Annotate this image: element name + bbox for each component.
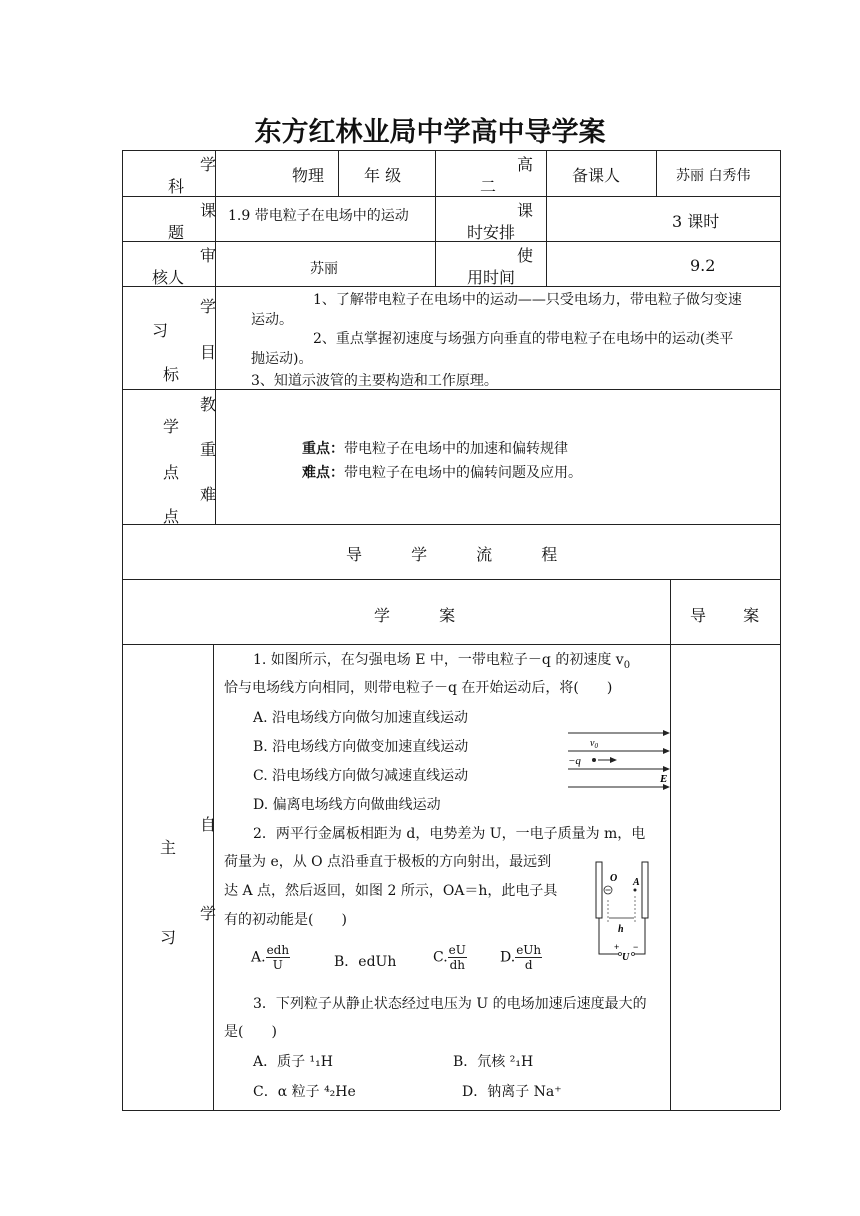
topic-value: 1.9 带电粒子在电场中的运动: [228, 208, 409, 224]
q3-line-2: 是( ): [224, 1024, 277, 1040]
objective-2-line-1: 2、重点掌握初速度与场强方向垂直的带电粒子在电场中的运动(类平: [313, 331, 734, 347]
hours-label-1: 课: [517, 201, 534, 220]
q1-option-d: D. 偏离电场线方向做曲线运动: [253, 797, 441, 813]
subject-label-1: 学: [200, 155, 217, 174]
objective-3: 3、知道示波管的主要构造和工作原理。: [251, 373, 498, 389]
preparer-label: 备课人: [572, 166, 621, 185]
guide-column-header: 导 案: [690, 606, 776, 625]
grade-value-1: 高: [517, 155, 534, 174]
keypoints-label-6: 点: [163, 507, 180, 526]
self-study-label-4: 习: [160, 928, 177, 947]
objectives-label-3: 目: [200, 343, 217, 362]
objectives-label-2: 习: [152, 321, 169, 340]
q3-option-c: C．α 粒子 ⁴₂He: [253, 1084, 356, 1100]
q3-option-a: A．质子 ¹₁H: [253, 1054, 333, 1070]
flow-title: 导 学 流 程: [346, 545, 580, 564]
q2-line-1: 2．两平行金属板相距为 d，电势差为 U，一电子质量为 m，电: [253, 826, 646, 842]
review-label-2: 核人: [152, 268, 185, 287]
q3-option-d: D．钠离子 Na⁺: [462, 1084, 562, 1100]
objectives-label-4: 标: [163, 365, 180, 384]
preparer-value: 苏丽 白秀伟: [676, 168, 751, 184]
fig-plus-label: +: [614, 942, 620, 952]
q1-line-1: [253, 649, 630, 671]
hours-label-2: 时安排: [467, 223, 516, 242]
grade-value-2: 二: [480, 177, 497, 196]
q3-option-b: B．氘核 ²₁H: [453, 1054, 534, 1070]
review-value: 苏丽: [310, 261, 338, 277]
objective-1-line-1: 1、了解带电粒子在电场中的运动——只受电场力，带电粒子做匀变速: [313, 292, 742, 308]
q2-option-d: D. $\frac{\text{eUh}}{d}$: [500, 943, 542, 972]
q2-line-3: 达 A 点，然后返回，如图 2 所示，OA＝h，此电子具: [224, 883, 558, 899]
keypoints-label-3: 重: [200, 440, 217, 459]
subject-label-2: 科: [168, 177, 185, 196]
fig-u-label: U: [622, 952, 630, 963]
document-title: 东方红林业局中学高中导学案: [254, 117, 606, 148]
q1-line-1-text: 1. 如图所示，在匀强电场 E 中，一带电粒子－q 的初速度 v: [253, 652, 624, 668]
q1-option-a: A. 沿电场线方向做匀加速直线运动: [253, 710, 469, 726]
grade-label: 年 级: [364, 166, 402, 185]
self-study-label-1: 自: [200, 815, 217, 834]
q2-line-4: 有的初动能是( ): [224, 912, 347, 928]
q2-option-a-fraction: $\frac{\text{edh}}{U}$: [266, 943, 290, 972]
self-study-label-3: 学: [200, 904, 217, 923]
keypoints-label-5: 难: [200, 485, 217, 504]
q2-plates-figure: [578, 856, 668, 966]
keypoints-label-1: 教: [200, 395, 217, 414]
study-column-header: 学 案: [374, 606, 478, 625]
q2-line-2: 荷量为 e，从 O 点沿垂直于极板的方向射出，最远到: [224, 854, 552, 870]
focus-label: 重点：: [302, 441, 344, 457]
focus-text: 带电粒子在电场中的加速和偏转规律: [344, 441, 568, 457]
q1-option-b: B. 沿电场线方向做变加速直线运动: [253, 739, 469, 755]
q1-line-1-sub: 0: [623, 659, 631, 671]
date-label-1: 使: [517, 246, 534, 265]
fig-o-label: O: [610, 873, 618, 884]
hours-value: 3 课时: [672, 212, 720, 231]
q2-option-b: B．edUh: [334, 954, 397, 970]
fig-v-label: $v_0$: [590, 738, 598, 750]
date-value: 9.2: [690, 256, 716, 275]
difficulty-line: [302, 462, 582, 482]
self-study-label-2: 主: [160, 838, 177, 857]
topic-label-2: 题: [168, 223, 185, 242]
fig-minus-label: −: [633, 942, 639, 952]
focus-line: [302, 438, 568, 458]
q2-option-c-fraction: $\frac{eU}{dh}$: [448, 943, 466, 972]
q2-option-c: C. $\frac{eU}{dh}$: [433, 943, 466, 972]
q1-option-c: C. 沿电场线方向做匀减速直线运动: [253, 768, 469, 784]
topic-label-1: 课: [200, 201, 217, 220]
q2-option-d-fraction: $\frac{\text{eUh}}{d}$: [516, 943, 542, 972]
q1-field-figure: [566, 724, 672, 794]
difficulty-label: 难点：: [302, 465, 344, 481]
objective-2-line-2: 抛运动)。: [251, 351, 313, 367]
fig-h-label: h: [618, 924, 624, 935]
fig-a-label: A: [633, 877, 640, 888]
q2-option-a: A. $\frac{\text{edh}}{U}$: [251, 943, 290, 972]
review-label-1: 审: [200, 246, 217, 265]
objective-1-line-2: 运动。: [251, 312, 293, 328]
keypoints-label-4: 点: [163, 463, 180, 482]
keypoints-label-2: 学: [163, 417, 180, 436]
fig-q-label: −q: [568, 755, 581, 767]
date-label-2: 用时间: [467, 268, 516, 287]
subject-value: 物理: [292, 166, 325, 185]
objectives-label-1: 学: [200, 297, 217, 316]
q1-line-2: 恰与电场线方向相同，则带电粒子－q 在开始运动后，将( ): [224, 680, 613, 696]
fig-e-label: E: [660, 773, 668, 785]
difficulty-text: 带电粒子在电场中的偏转问题及应用。: [344, 465, 582, 481]
q3-line-1: 3．下列粒子从静止状态经过电压为 U 的电场加速后速度最大的: [253, 996, 647, 1012]
